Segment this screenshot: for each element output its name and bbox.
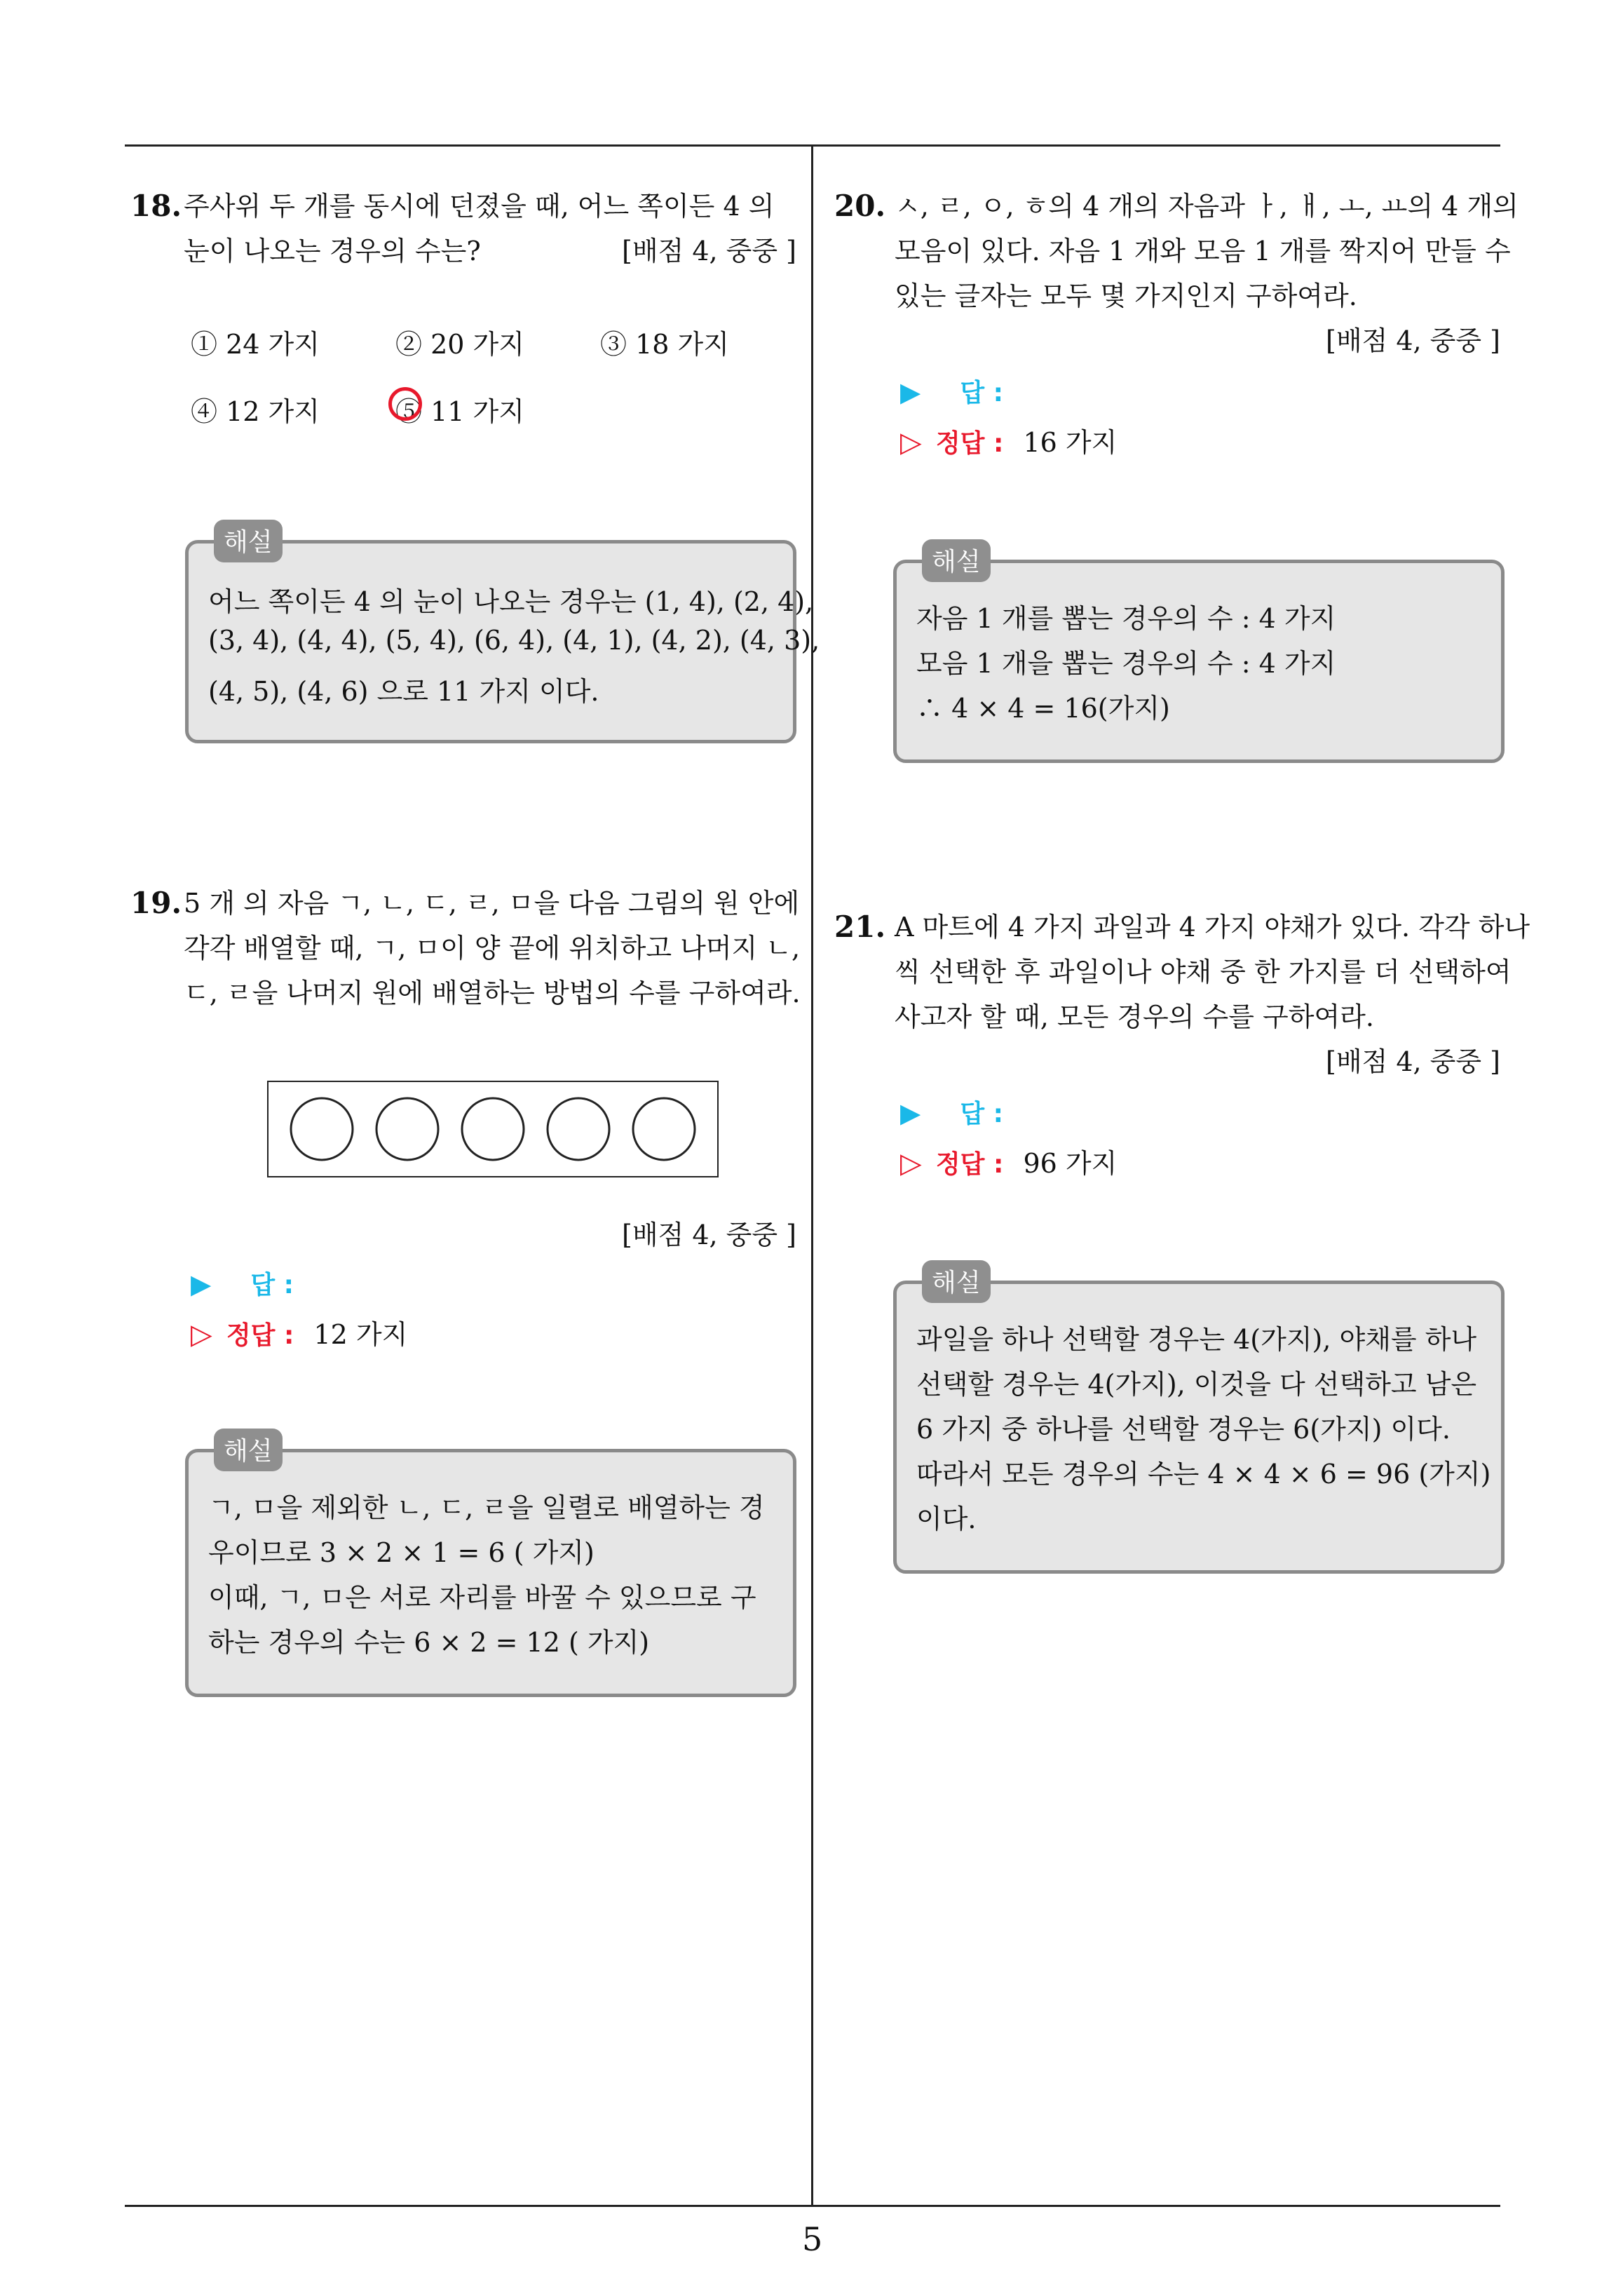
explanation-box-19	[185, 1437, 796, 1697]
column-divider	[811, 144, 813, 2206]
page-number: 5	[802, 2220, 823, 2258]
question-text-line: ㄷ, ㄹ을 나머지 원에 배열하는 방법의 수를 구하여라.	[184, 978, 801, 1008]
correct-label: 정답 :	[935, 1150, 1004, 1179]
question-18	[130, 184, 796, 324]
correct-answer-row	[900, 1142, 1117, 1180]
explanation-line: 따라서 모든 경우의 수는 4 × 4 × 6 = 96 (가지)	[916, 1459, 1491, 1490]
figure-circle	[291, 1098, 353, 1160]
explanation-tab: 해설	[214, 1429, 283, 1471]
explanation-line: 우이므로 3 × 2 × 1 = 6 ( 가지)	[208, 1537, 595, 1568]
question-text-line: 씩 선택한 후 과일이나 야채 중 한 가지를 더 선택하여	[895, 957, 1512, 987]
figure-circle	[462, 1098, 524, 1160]
question-text-line: 각각 배열할 때, ㄱ, ㅁ이 양 끝에 위치하고 나머지 ㄴ,	[184, 933, 801, 964]
question-19	[130, 881, 801, 1021]
explanation-line: 과일을 하나 선택할 경우는 4(가지), 야채를 하나	[916, 1324, 1477, 1355]
correct-arrow-icon: ▷	[900, 426, 922, 459]
score-meta: [배점 4, 중중 ]	[622, 236, 796, 266]
question-text-line: 사고자 할 때, 모든 경우의 수를 구하여라.	[895, 1001, 1374, 1032]
bottom-rule	[125, 2205, 1500, 2207]
question-text-line: 눈이 나오는 경우의 수는?	[184, 236, 481, 266]
selected-choice-circle-icon	[388, 387, 422, 421]
explanation-line: 자음 1 개를 뽑는 경우의 수 : 4 가지	[916, 603, 1336, 634]
explanation-tab: 해설	[922, 1260, 991, 1303]
explanation-line: ∴ 4 × 4 = 16(가지)	[916, 693, 1170, 724]
question-text-line: ㅅ, ㄹ, ㅇ, ㅎ의 4 개의 자음과 ㅏ, ㅐ, ㅗ, ㅛ의 4 개의	[895, 191, 1519, 222]
question-text-line: A 마트에 4 가지 과일과 4 가지 야채가 있다. 각각 하나	[895, 912, 1530, 943]
choice-3[interactable]: ③ 18 가지	[600, 329, 729, 360]
correct-label: 정답 :	[226, 1321, 294, 1350]
explanation-line: (3, 4), (4, 4), (5, 4), (6, 4), (4, 1), (4, 2), (4, 3),	[208, 625, 820, 656]
explanation-line: 어느 쪽이든 4 의 눈이 나오는 경우는 (1, 4), (2, 4),	[208, 586, 814, 617]
choice-1[interactable]: ① 24 가지	[191, 329, 320, 360]
question-number: 19.	[130, 886, 182, 920]
question-text-line: 모음이 있다. 자음 1 개와 모음 1 개를 짝지어 만들 수	[895, 236, 1511, 266]
answer-arrow-icon: ▶	[900, 1098, 921, 1128]
choice-5[interactable]: ⑤ 11 가지	[395, 396, 524, 427]
question-20	[834, 184, 1519, 366]
question-text-line: 주사위 두 개를 동시에 던졌을 때, 어느 쪽이든 4 의	[184, 191, 775, 222]
question-number: 18.	[130, 189, 182, 223]
question-text-line: 5 개 의 자음 ㄱ, ㄴ, ㄷ, ㄹ, ㅁ을 다음 그림의 원 안에	[184, 888, 800, 919]
explanation-tab: 해설	[922, 539, 991, 582]
question-text-line: 있는 글자는 모두 몇 가지인지 구하여라.	[895, 281, 1357, 311]
question-21	[834, 905, 1530, 1087]
answer-label: 답 :	[250, 1271, 294, 1299]
correct-value: 96 가지	[1023, 1148, 1118, 1179]
explanation-box-21	[893, 1269, 1505, 1574]
correct-arrow-icon: ▷	[191, 1318, 212, 1351]
score-meta: [배점 4, 중중 ]	[1326, 325, 1500, 356]
answer-arrow-icon: ▶	[900, 377, 921, 407]
score-meta: [배점 4, 중중 ]	[622, 1220, 796, 1250]
explanation-box-20	[893, 548, 1505, 763]
correct-label: 정답 :	[935, 429, 1004, 458]
answer-label: 답 :	[960, 1100, 1004, 1128]
choice-4[interactable]: ④ 12 가지	[191, 396, 320, 427]
correct-value: 12 가지	[313, 1319, 408, 1350]
question-number: 21.	[834, 910, 886, 944]
explanation-box-18	[185, 528, 820, 743]
answer-row	[191, 1265, 294, 1301]
answer-row	[900, 373, 1003, 409]
choice-list	[191, 323, 794, 435]
correct-answer-row	[191, 1313, 407, 1351]
correct-arrow-icon: ▷	[900, 1147, 922, 1180]
explanation-line: 모음 1 개을 뽑는 경우의 수 : 4 가지	[916, 648, 1336, 679]
explanation-tab: 해설	[214, 520, 283, 562]
explanation-line: 선택할 경우는 4(가지), 이것을 다 선택하고 남은	[916, 1369, 1477, 1400]
five-circles-figure	[266, 1080, 719, 1178]
correct-answer-row	[900, 421, 1117, 459]
figure-circle	[548, 1098, 609, 1160]
explanation-line: 6 가지 중 하나를 선택할 경우는 6(가지) 이다.	[916, 1414, 1451, 1445]
answer-label: 답 :	[960, 379, 1004, 407]
explanation-line: 이때, ㄱ, ㅁ은 서로 자리를 바꿀 수 있으므로 구	[208, 1582, 756, 1613]
correct-value: 16 가지	[1023, 427, 1118, 458]
answer-row	[900, 1094, 1003, 1130]
score-meta: [배점 4, 중중 ]	[1326, 1046, 1500, 1077]
explanation-line: 하는 경우의 수는 6 × 2 = 12 ( 가지)	[208, 1627, 650, 1658]
figure-circle	[376, 1098, 438, 1160]
explanation-line: ㄱ, ㅁ을 제외한 ㄴ, ㄷ, ㄹ을 일렬로 배열하는 경	[208, 1492, 765, 1523]
question-number: 20.	[834, 189, 886, 223]
explanation-line: (4, 5), (4, 6) 으로 11 가지 이다.	[208, 676, 599, 707]
answer-arrow-icon: ▶	[191, 1269, 212, 1299]
choice-2[interactable]: ② 20 가지	[395, 329, 524, 360]
figure-circle	[633, 1098, 695, 1160]
explanation-line: 이다.	[916, 1504, 977, 1534]
